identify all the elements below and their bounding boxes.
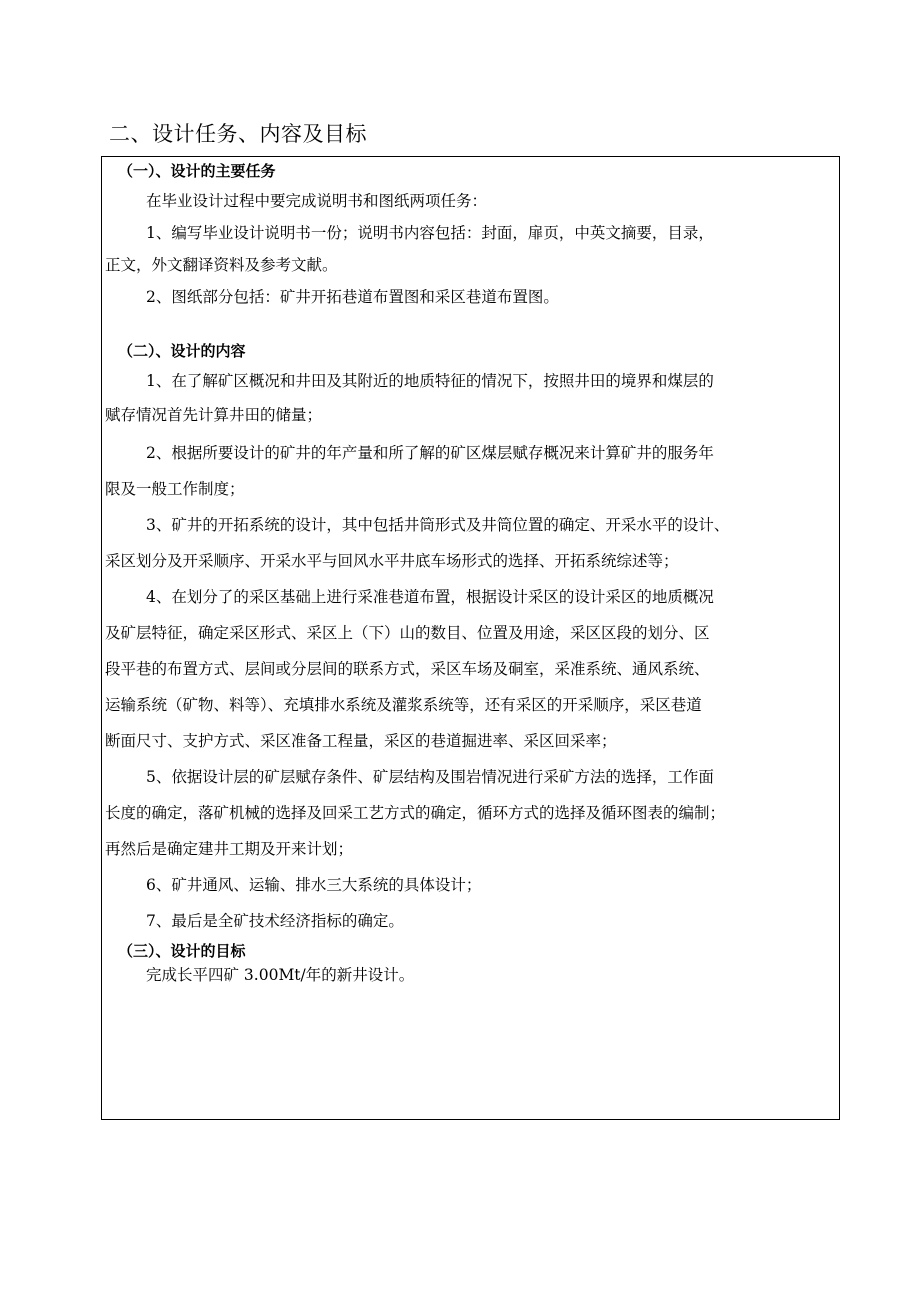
paragraph-line: 赋存情况首先计算井田的储量； xyxy=(105,406,323,424)
paragraph-line: 运输系统（矿物、料等）、充填排水系统及灌浆系统等，还有采区的开采顺序，采区巷道 xyxy=(105,696,702,714)
paragraph-line: 1、编写毕业设计说明书一份；说明书内容包括：封面，扉页，中英文摘要，目录， xyxy=(146,224,714,242)
paragraph-line: 断面尺寸、支护方式、采区准备工程量，采区的巷道掘进率、采区回采率； xyxy=(105,732,617,750)
section-title-design-content: （二）、设计的内容 xyxy=(118,342,246,360)
paragraph-line: 6、矿井通风、运输、排水三大系统的具体设计； xyxy=(146,876,482,894)
paragraph-line: 正文，外文翻译资料及参考文献。 xyxy=(105,256,338,274)
task-content-box xyxy=(101,156,840,1120)
section-heading: 二、设计任务、内容及目标 xyxy=(109,122,367,146)
paragraph-line: 长度的确定，落矿机械的选择及回采工艺方式的确定，循环方式的选择及循环图表的编制； xyxy=(105,804,726,822)
paragraph-line: 3、矿井的开拓系统的设计，其中包括井筒形式及井筒位置的确定、开采水平的设计、 xyxy=(146,516,730,534)
paragraph-line: 限及一般工作制度； xyxy=(105,480,245,498)
paragraph-line: 完成长平四矿 3.00Mt/年的新井设计。 xyxy=(146,966,415,984)
paragraph-line: 2、图纸部分包括：矿井开拓巷道布置图和采区巷道布置图。 xyxy=(146,288,559,306)
section-title-design-goal: （三）、设计的目标 xyxy=(118,942,246,960)
section-title-main-tasks: （一）、设计的主要任务 xyxy=(118,162,276,180)
paragraph-line: 及矿层特征，确定采区形式、采区上（下）山的数目、位置及用途，采区区段的划分、区 xyxy=(105,624,710,642)
paragraph-line: 4、在划分了的采区基础上进行采准巷道布置，根据设计采区的设计采区的地质概况 xyxy=(146,588,714,606)
paragraph-line: 再然后是确定建井工期及开来计划； xyxy=(105,840,354,858)
paragraph-line: 5、依据设计层的矿层赋存条件、矿层结构及围岩情况进行采矿方法的选择，工作面 xyxy=(146,768,714,786)
paragraph-line: 7、最后是全矿技术经济指标的确定。 xyxy=(146,912,404,930)
paragraph-line: 采区划分及开采顺序、开采水平与回风水平井底车场形式的选择、开拓系统综述等； xyxy=(105,552,679,570)
paragraph-line: 段平巷的布置方式、层间或分层间的联系方式，采区车场及硐室，采准系统、通风系统、 xyxy=(105,660,710,678)
paragraph-line: 2、根据所要设计的矿井的年产量和所了解的矿区煤层赋存概况来计算矿井的服务年 xyxy=(146,444,714,462)
paragraph-line: 在毕业设计过程中要完成说明书和图纸两项任务： xyxy=(146,192,488,210)
paragraph-line: 1、在了解矿区概况和井田及其附近的地质特征的情况下，按照井田的境界和煤层的 xyxy=(146,372,714,390)
